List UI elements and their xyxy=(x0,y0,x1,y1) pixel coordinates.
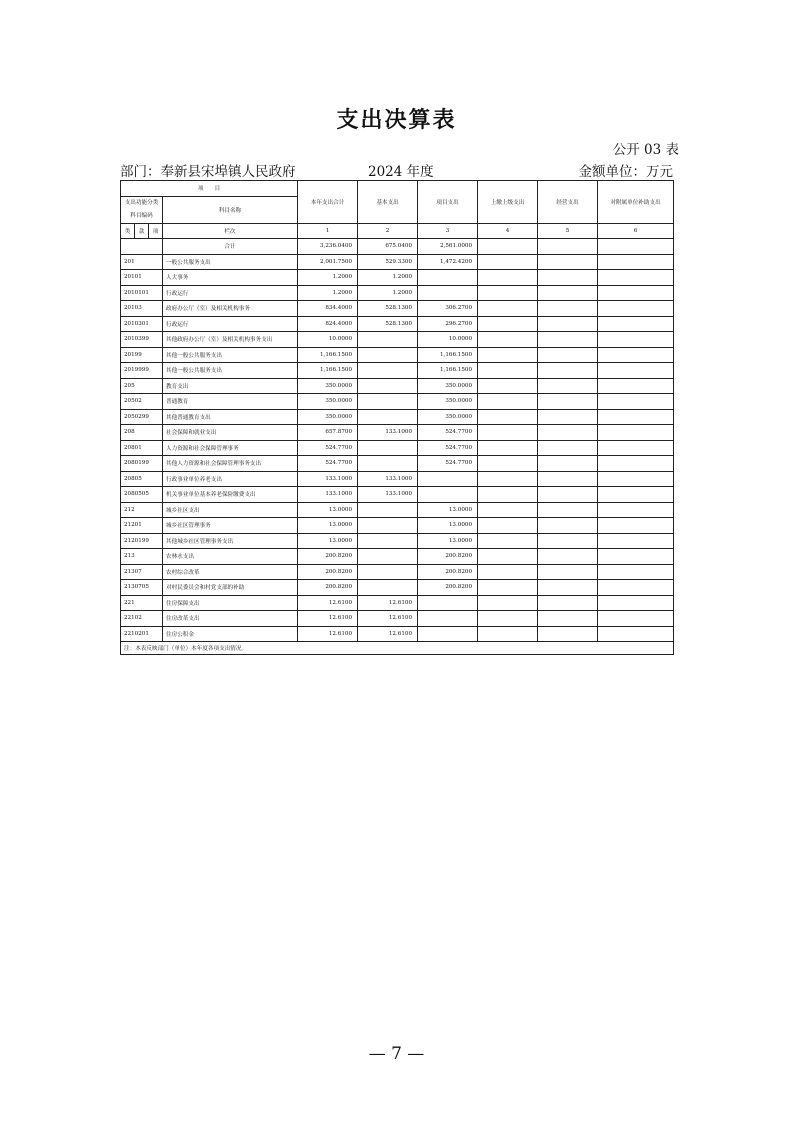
table-row xyxy=(121,502,674,518)
value-cell: 200.8200 xyxy=(418,580,478,596)
value-cell: 13.0000 xyxy=(298,518,358,534)
name-cell: 城乡社区支出 xyxy=(163,502,298,518)
name-col-header: 科目名称 xyxy=(163,196,298,223)
value-cell xyxy=(598,626,674,642)
value-cell xyxy=(478,580,538,596)
value-cell: 524.7700 xyxy=(418,440,478,456)
value-cell xyxy=(358,456,418,472)
table-row xyxy=(121,611,674,627)
value-cell xyxy=(478,502,538,518)
value-cell xyxy=(538,409,598,425)
value-cell xyxy=(358,363,418,379)
total-cell xyxy=(478,239,538,255)
value-cell xyxy=(358,378,418,394)
table-note: 注：本表反映部门（单位）本年度各项支出情况。 xyxy=(121,642,674,655)
table-row xyxy=(121,301,674,317)
total-cell: 3,236.0400 xyxy=(298,239,358,255)
code-cell: 20103 xyxy=(121,301,163,317)
value-cell: 13.0000 xyxy=(418,502,478,518)
value-cell: 306.2700 xyxy=(418,301,478,317)
table-row xyxy=(121,626,674,642)
table-row xyxy=(121,270,674,286)
table-row xyxy=(121,316,674,332)
code-cell: 21201 xyxy=(121,518,163,534)
value-cell: 133.1000 xyxy=(298,487,358,503)
value-cell xyxy=(478,611,538,627)
table-row xyxy=(121,533,674,549)
value-cell: 200.8200 xyxy=(298,580,358,596)
value-cell xyxy=(538,595,598,611)
table-row xyxy=(121,347,674,363)
value-cell xyxy=(598,549,674,565)
value-cell xyxy=(598,316,674,332)
value-cell xyxy=(538,626,598,642)
value-cell xyxy=(538,549,598,565)
value-cell xyxy=(358,347,418,363)
value-cell: 1,166.1500 xyxy=(298,363,358,379)
value-cell: 200.8200 xyxy=(418,549,478,565)
col-header-5: 经营支出 xyxy=(538,181,598,224)
value-cell: 1,166.1500 xyxy=(298,347,358,363)
value-cell xyxy=(358,518,418,534)
row-label: 栏次 xyxy=(163,223,298,239)
value-cell: 834.4000 xyxy=(298,301,358,317)
value-cell xyxy=(598,518,674,534)
col-header-2: 基本支出 xyxy=(358,181,418,224)
value-cell xyxy=(478,626,538,642)
value-cell xyxy=(478,564,538,580)
value-cell xyxy=(538,394,598,410)
value-cell: 133.1000 xyxy=(358,487,418,503)
value-cell: 350.0000 xyxy=(418,409,478,425)
value-cell: 12.6100 xyxy=(358,611,418,627)
code-cell: 2050299 xyxy=(121,409,163,425)
value-cell xyxy=(358,580,418,596)
code-cell: 21307 xyxy=(121,564,163,580)
unit-label: 金额单位：万元 xyxy=(578,164,673,180)
value-cell xyxy=(478,533,538,549)
total-cell: 2,561.0000 xyxy=(418,239,478,255)
value-cell xyxy=(538,611,598,627)
value-cell xyxy=(418,595,478,611)
project-header: 项 目 xyxy=(121,181,298,197)
col-num-5: 5 xyxy=(538,223,598,239)
value-cell: 200.8200 xyxy=(418,564,478,580)
value-cell xyxy=(598,378,674,394)
value-cell xyxy=(358,502,418,518)
level-lei: 类 xyxy=(121,223,135,239)
code-cell: 221 xyxy=(121,595,163,611)
value-cell xyxy=(538,316,598,332)
value-cell xyxy=(598,285,674,301)
value-cell xyxy=(598,301,674,317)
value-cell xyxy=(478,518,538,534)
name-cell: 行政运行 xyxy=(163,285,298,301)
code-cell: 20502 xyxy=(121,394,163,410)
value-cell: 133.1000 xyxy=(298,471,358,487)
value-cell xyxy=(478,301,538,317)
col-num-2: 2 xyxy=(358,223,418,239)
value-cell xyxy=(478,270,538,286)
name-cell: 行政运行 xyxy=(163,316,298,332)
value-cell xyxy=(478,471,538,487)
name-cell: 其他一般公共服务支出 xyxy=(163,363,298,379)
name-cell: 社会保障和就业支出 xyxy=(163,425,298,441)
name-cell: 农林水支出 xyxy=(163,549,298,565)
table-row xyxy=(121,595,674,611)
value-cell xyxy=(598,564,674,580)
name-cell: 对村民委员会和村党支部的补助 xyxy=(163,580,298,596)
value-cell xyxy=(418,611,478,627)
code-cell: 20805 xyxy=(121,471,163,487)
table-row xyxy=(121,487,674,503)
value-cell xyxy=(478,394,538,410)
value-cell xyxy=(538,363,598,379)
code-cell: 2080199 xyxy=(121,456,163,472)
value-cell xyxy=(598,409,674,425)
value-cell: 13.0000 xyxy=(418,533,478,549)
name-cell: 住房保障支出 xyxy=(163,595,298,611)
value-cell xyxy=(538,518,598,534)
name-cell: 其他城乡社区管理事务支出 xyxy=(163,533,298,549)
name-cell: 城乡社区管理事务 xyxy=(163,518,298,534)
name-cell: 行政事业单位养老支出 xyxy=(163,471,298,487)
name-cell: 人大事务 xyxy=(163,270,298,286)
value-cell xyxy=(538,270,598,286)
level-xiang: 项 xyxy=(149,223,163,239)
total-row xyxy=(121,239,674,255)
value-cell xyxy=(418,285,478,301)
value-cell: 13.0000 xyxy=(418,518,478,534)
name-cell: 普通教育 xyxy=(163,394,298,410)
code-cell: 22102 xyxy=(121,611,163,627)
code-cell: 2010101 xyxy=(121,285,163,301)
value-cell: 524.7700 xyxy=(418,456,478,472)
value-cell: 12.6100 xyxy=(358,626,418,642)
value-cell xyxy=(598,611,674,627)
value-cell: 1,472.4200 xyxy=(418,254,478,270)
col-header-3: 项目支出 xyxy=(418,181,478,224)
col-num-4: 4 xyxy=(478,223,538,239)
value-cell: 133.1000 xyxy=(358,425,418,441)
value-cell xyxy=(358,533,418,549)
table-row xyxy=(121,471,674,487)
value-cell xyxy=(418,270,478,286)
code-cell: 2010399 xyxy=(121,332,163,348)
value-cell xyxy=(598,502,674,518)
value-cell: 657.8700 xyxy=(298,425,358,441)
value-cell: 524.7700 xyxy=(298,440,358,456)
total-cell xyxy=(598,239,674,255)
value-cell xyxy=(598,332,674,348)
value-cell: 524.7700 xyxy=(298,456,358,472)
value-cell xyxy=(598,456,674,472)
value-cell xyxy=(478,425,538,441)
value-cell: 2,001.7500 xyxy=(298,254,358,270)
code-cell: 201 xyxy=(121,254,163,270)
form-number: 公开 03 表 xyxy=(612,142,679,158)
value-cell: 10.0000 xyxy=(418,332,478,348)
value-cell: 133.1000 xyxy=(358,471,418,487)
code-group-header: 支出功能分类科目编码 xyxy=(121,196,163,223)
value-cell xyxy=(478,254,538,270)
name-cell: 住房公积金 xyxy=(163,626,298,642)
name-cell: 政府办公厅（室）及相关机构事务 xyxy=(163,301,298,317)
name-cell: 其他普通教育支出 xyxy=(163,409,298,425)
value-cell: 12.6100 xyxy=(298,595,358,611)
value-cell xyxy=(358,409,418,425)
table-row xyxy=(121,564,674,580)
code-cell: 20801 xyxy=(121,440,163,456)
value-cell xyxy=(358,332,418,348)
value-cell xyxy=(598,394,674,410)
code-cell: 2019999 xyxy=(121,363,163,379)
value-cell: 1.2000 xyxy=(298,285,358,301)
value-cell: 528.1300 xyxy=(358,316,418,332)
value-cell: 296.2700 xyxy=(418,316,478,332)
table-meta xyxy=(120,160,673,180)
value-cell xyxy=(478,487,538,503)
value-cell xyxy=(478,332,538,348)
value-cell: 1.2000 xyxy=(298,270,358,286)
name-cell: 住房改革支出 xyxy=(163,611,298,627)
value-cell xyxy=(538,285,598,301)
value-cell xyxy=(598,270,674,286)
value-cell xyxy=(478,549,538,565)
table-row xyxy=(121,425,674,441)
value-cell xyxy=(538,347,598,363)
total-code-cell xyxy=(121,239,163,255)
value-cell xyxy=(598,440,674,456)
code-cell: 2010301 xyxy=(121,316,163,332)
value-cell xyxy=(418,471,478,487)
expenditure-table xyxy=(120,180,674,655)
value-cell xyxy=(538,456,598,472)
department-label: 部门：奉新县宋埠镇人民政府 xyxy=(120,164,296,180)
code-cell: 2130705 xyxy=(121,580,163,596)
value-cell: 12.6100 xyxy=(358,595,418,611)
value-cell xyxy=(358,564,418,580)
code-cell: 2210201 xyxy=(121,626,163,642)
value-cell xyxy=(598,487,674,503)
total-label: 合计 xyxy=(163,239,298,255)
value-cell: 350.0000 xyxy=(418,394,478,410)
code-cell: 20101 xyxy=(121,270,163,286)
value-cell xyxy=(478,378,538,394)
value-cell xyxy=(598,595,674,611)
table-row xyxy=(121,254,674,270)
col-header-4: 上缴上级支出 xyxy=(478,181,538,224)
code-cell: 208 xyxy=(121,425,163,441)
col-header-6: 对附属单位补助支出 xyxy=(598,181,674,224)
code-cell: 20199 xyxy=(121,347,163,363)
col-num-1: 1 xyxy=(298,223,358,239)
table-row xyxy=(121,285,674,301)
col-num-6: 6 xyxy=(598,223,674,239)
value-cell xyxy=(538,425,598,441)
value-cell xyxy=(598,533,674,549)
value-cell xyxy=(478,285,538,301)
value-cell: 200.8200 xyxy=(298,549,358,565)
value-cell: 350.0000 xyxy=(298,409,358,425)
value-cell xyxy=(358,394,418,410)
value-cell: 529.3300 xyxy=(358,254,418,270)
code-cell: 213 xyxy=(121,549,163,565)
value-cell xyxy=(538,564,598,580)
total-cell: 675.0400 xyxy=(358,239,418,255)
value-cell xyxy=(538,254,598,270)
value-cell xyxy=(598,580,674,596)
level-kuan: 款 xyxy=(135,223,149,239)
name-cell: 其他人力资源和社会保障管理事务支出 xyxy=(163,456,298,472)
value-cell: 10.0000 xyxy=(298,332,358,348)
code-cell: 2080505 xyxy=(121,487,163,503)
code-cell: 205 xyxy=(121,378,163,394)
value-cell xyxy=(478,316,538,332)
value-cell xyxy=(598,471,674,487)
name-cell: 农村综合改革 xyxy=(163,564,298,580)
table-row xyxy=(121,378,674,394)
value-cell xyxy=(418,487,478,503)
total-cell xyxy=(538,239,598,255)
value-cell: 350.0000 xyxy=(418,378,478,394)
table-row xyxy=(121,580,674,596)
value-cell xyxy=(478,595,538,611)
value-cell: 13.0000 xyxy=(298,502,358,518)
table-row xyxy=(121,440,674,456)
name-cell: 一般公共服务支出 xyxy=(163,254,298,270)
table-row xyxy=(121,518,674,534)
table-row xyxy=(121,363,674,379)
name-cell: 教育支出 xyxy=(163,378,298,394)
value-cell: 13.0000 xyxy=(298,533,358,549)
value-cell xyxy=(598,347,674,363)
value-cell xyxy=(538,440,598,456)
page-title: 支出决算表 xyxy=(336,108,457,133)
value-cell: 1.2000 xyxy=(358,285,418,301)
value-cell: 528.1300 xyxy=(358,301,418,317)
value-cell xyxy=(478,347,538,363)
value-cell: 1,166.1500 xyxy=(418,363,478,379)
value-cell xyxy=(598,254,674,270)
year-label: 2024 年度 xyxy=(368,164,434,180)
value-cell xyxy=(538,301,598,317)
value-cell: 200.8200 xyxy=(298,564,358,580)
table-row xyxy=(121,409,674,425)
value-cell xyxy=(478,363,538,379)
name-cell: 机关事业单位基本养老保险缴费支出 xyxy=(163,487,298,503)
table-row xyxy=(121,549,674,565)
value-cell xyxy=(538,471,598,487)
value-cell: 1,166.1500 xyxy=(418,347,478,363)
value-cell xyxy=(358,440,418,456)
value-cell xyxy=(478,440,538,456)
value-cell xyxy=(598,425,674,441)
page-number: — 7 — xyxy=(368,1044,425,1064)
value-cell: 350.0000 xyxy=(298,394,358,410)
value-cell xyxy=(538,502,598,518)
value-cell xyxy=(478,456,538,472)
value-cell: 12.6100 xyxy=(298,611,358,627)
value-cell xyxy=(538,378,598,394)
code-cell: 212 xyxy=(121,502,163,518)
value-cell xyxy=(478,409,538,425)
table-row xyxy=(121,394,674,410)
value-cell xyxy=(358,549,418,565)
code-cell: 2120199 xyxy=(121,533,163,549)
value-cell xyxy=(538,533,598,549)
value-cell xyxy=(538,580,598,596)
table-row xyxy=(121,332,674,348)
value-cell xyxy=(598,363,674,379)
value-cell: 824.4000 xyxy=(298,316,358,332)
name-cell: 人力资源和社会保障管理事务 xyxy=(163,440,298,456)
value-cell xyxy=(538,332,598,348)
value-cell: 12.6100 xyxy=(298,626,358,642)
value-cell: 350.0000 xyxy=(298,378,358,394)
note-row xyxy=(121,642,674,655)
col-num-3: 3 xyxy=(418,223,478,239)
table-row xyxy=(121,456,674,472)
value-cell: 1.2000 xyxy=(358,270,418,286)
col-header-1: 本年支出合计 xyxy=(298,181,358,224)
name-cell: 其他一般公共服务支出 xyxy=(163,347,298,363)
value-cell xyxy=(418,626,478,642)
name-cell: 其他政府办公厅（室）及相关机构事务支出 xyxy=(163,332,298,348)
value-cell xyxy=(538,487,598,503)
value-cell: 524.7700 xyxy=(418,425,478,441)
